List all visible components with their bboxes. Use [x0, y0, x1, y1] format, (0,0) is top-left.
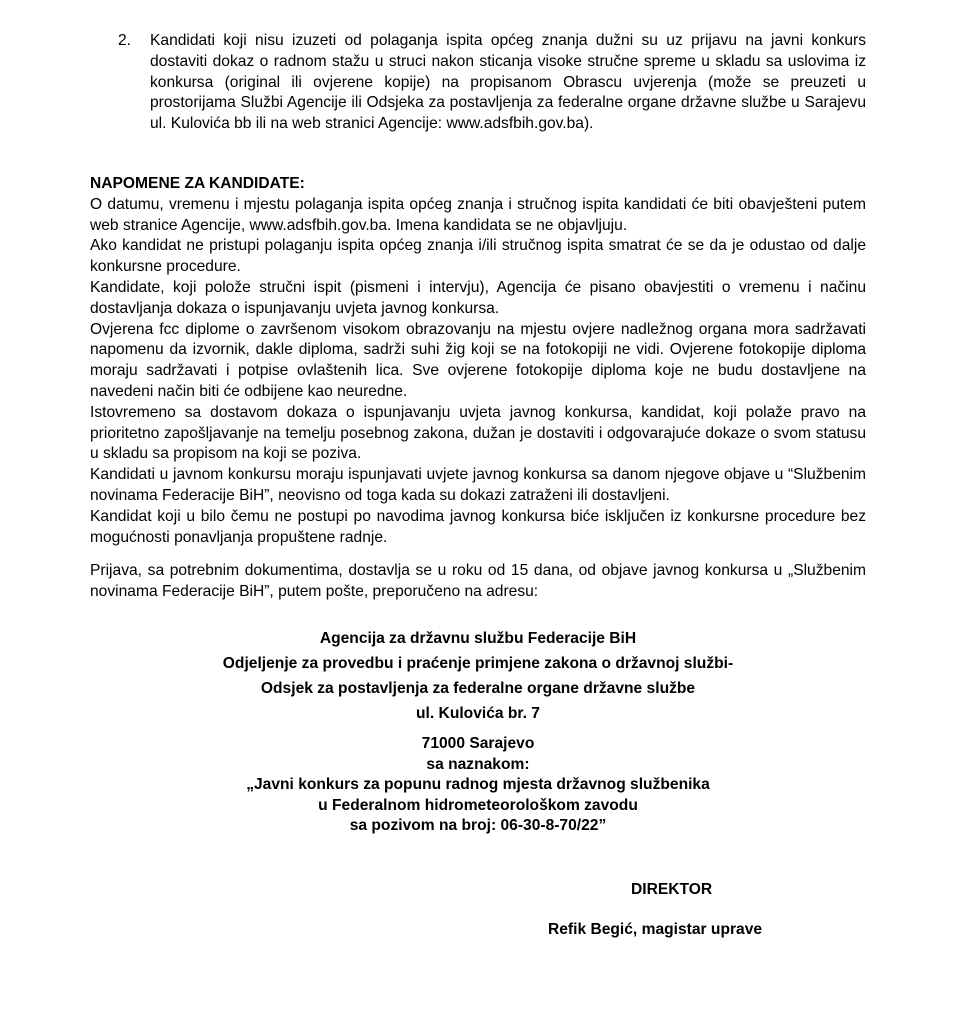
address-city: 71000 Sarajevo [421, 735, 535, 752]
list-item-text: Kandidati koji nisu izuzeti od polaganja ispita općeg znanja dužni su uz prijavu na javni konkurs dostaviti dokaz o radnom stažu u struci nakon sticanja visoke stručne spreme u skladu sa uslovima iz konkursa (original ili ovjerene kopije) na propisanom Obrascu uvjerenja (može se preuzeti u prostorijama Službi Agencije ili Odsjeka za postavljenja za federalne organe državne službe u Sarajevu ul. Kulovića bb ili na web stranici Agencije: www.adsfbih.gov.ba). [150, 32, 866, 133]
address-agency: Agencija za državnu službu Federacije BiH [319, 630, 637, 647]
address-marking-label: sa naznakom: [426, 755, 530, 773]
notes-paragraph-exclusion: Kandidat koji u bilo čemu ne postupi po navodima javnog konkursa biće isključen iz konkursne procedure bez mogućnosti ponavljanja propuštene radnje. [90, 507, 866, 546]
notes-paragraph-diploma: Ovjerena fcc diplome o završenom visokom obrazovanju na mjestu ovjere nadležnog organa mora sadržavati napomenu da izvornik, dakle diploma, sadrži suhi žig koji se na fotokopiji ne vidi. Ovjerene fotokopije diploma moraju sadržavati i potpise ovlaštenih lica. Sve ovjerene fotokopije diploma koje ne budu dostavljene na navedeni način biti će odbijene kao neuredne. [90, 320, 866, 400]
notes-paragraph-conditions: Kandidati u javnom konkursu moraju ispunjavati uvjete javnog konkursa sa danom njegove objave u “Službenim novinama Federacije BiH”, neovisno od toga kada su dokazi zatraženi ili dostavljeni. [90, 466, 866, 504]
signature-name: Refik Begić, magistar uprave [548, 921, 763, 938]
address-department: Odjeljenje za provedbu i praćenje primjene zakona o državnoj službi- [222, 655, 734, 672]
notes-paragraph-notification: Kandidate, koji polože stručni ispit (pismeni i intervju), Agencija će pisano obavjestiti o vremenu i načinu dostavljanja dokaza o ispunjavanju uvjeta javnog konkursa. [90, 278, 866, 317]
address-block [90, 626, 866, 837]
notes-section [90, 174, 866, 548]
address-subject-line-3: sa pozivom na broj: 06-30-8-70/22” [349, 817, 607, 834]
submission-paragraph: Prijava, sa potrebnim dokumentima, dostavlja se u roku od 15 dana, od objave javnog konkursa u „Službenim novinama Federacije BiH”, putem pošte, preporučeno na adresu: [90, 562, 866, 600]
address-section: Odsjek za postavljenja za federalne organe državne službe [260, 680, 696, 697]
address-subject-line-1: „Javni konkurs za popunu radnog mjesta državnog službenika [246, 776, 710, 793]
notes-heading: NAPOMENE ZA KANDIDATE: [90, 175, 305, 192]
address-subject-line-2: u Federalnom hidrometeorološkom zavodu [318, 796, 638, 814]
notes-paragraph-absence: Ako kandidat ne pristupi polaganju ispita općeg znanja i/ili stručnog ispita smatrat će se da je odustao od dalje konkursne procedure. [90, 237, 866, 276]
signature-title: DIREKTOR [631, 881, 713, 898]
notes-paragraph-priority: Istovremeno sa dostavom dokaza o ispunjavanju uvjeta javnog konkursa, kandidat, koji polaže pravo na prioritetno zapošljavanje na temelju posebnog zakona, dužan je dostaviti i odgovarajuće dokaze o svom statusu u skladu sa propisom na koji se poziva. [90, 403, 866, 463]
address-street: ul. Kulovića br. 7 [416, 705, 540, 722]
notes-paragraph-schedule: O datumu, vremenu i mjestu polaganja ispita općeg znanja i stručnog ispita kandidati će biti obavješteni putem web stranice Agencije, www.adsfbih.gov.ba. Imena kandidata se ne objavljuju. [90, 195, 866, 234]
list-item-number: 2. [118, 32, 132, 49]
